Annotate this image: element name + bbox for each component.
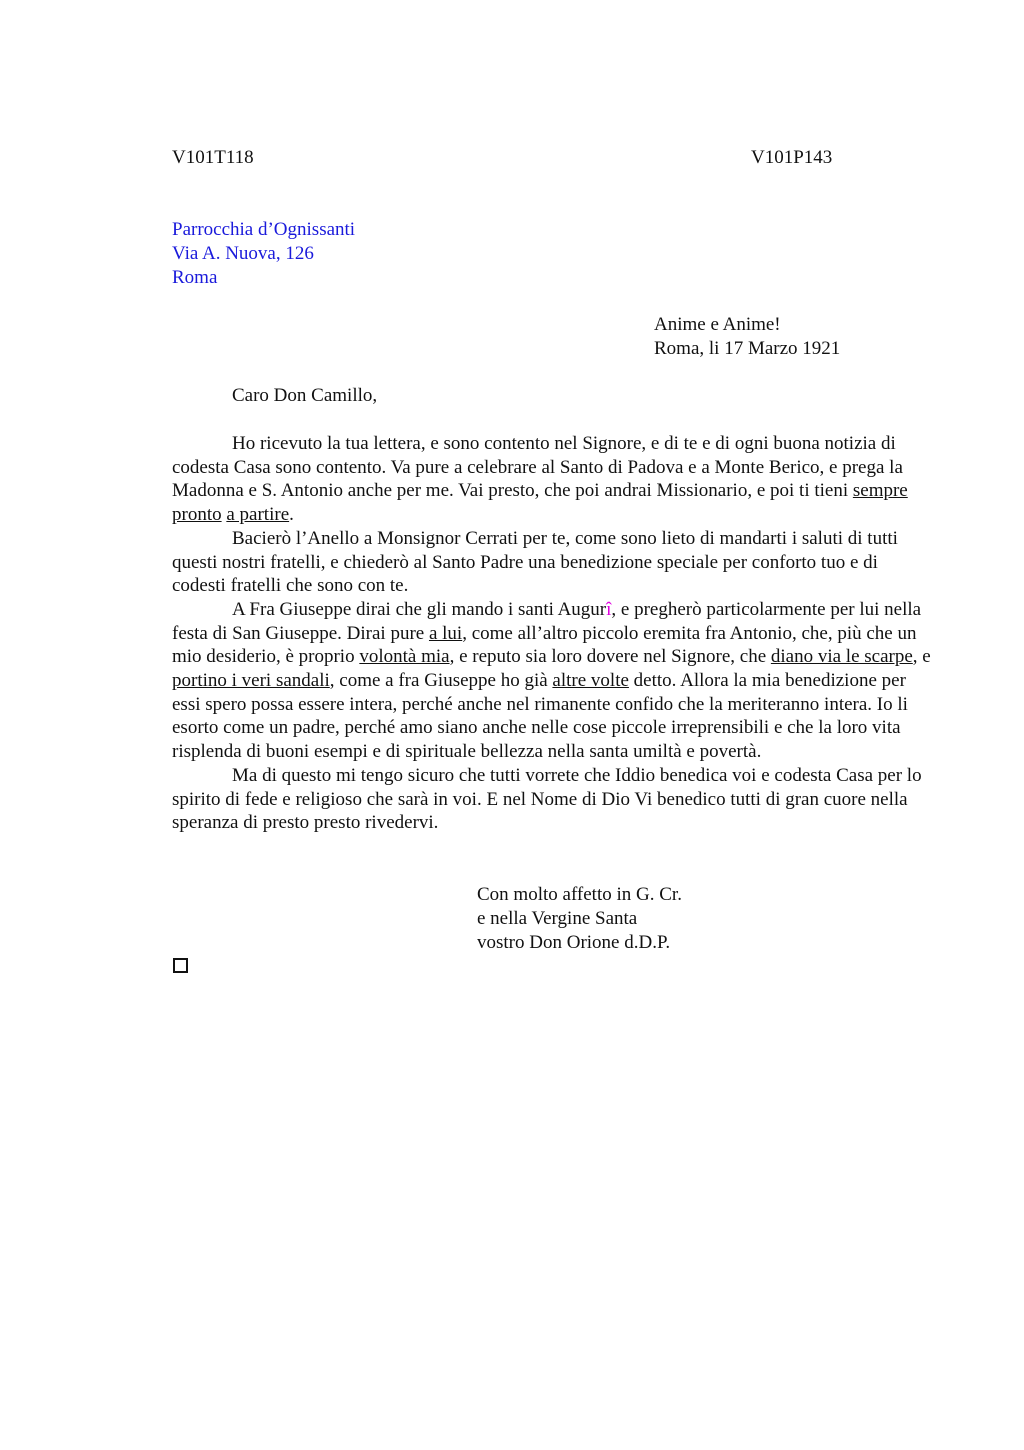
address-line-1: Parrocchia d’Ognissanti (172, 219, 356, 240)
paragraph-3-text-a: A Fra Giuseppe dirai che gli mando i santi Augur (232, 598, 607, 620)
paragraph-3-text-b: , e pregherò particolarmente per lui nella festa di San Giuseppe. Dirai pure (172, 598, 922, 644)
paragraph-3 (172, 598, 932, 764)
closing-block (477, 883, 682, 955)
underlined-a-lui: a lui (428, 622, 463, 644)
address-line-3: Roma (172, 267, 218, 288)
address-line-2: Via A. Nuova, 126 (172, 243, 314, 264)
header-left-code: V101T118 (172, 147, 254, 168)
header-right-code: V101P143 (751, 147, 833, 168)
checkbox-square[interactable] (173, 958, 188, 973)
underlined-a-partire: a partire (226, 504, 290, 526)
dateline-block (654, 313, 840, 361)
closing-line-1: Con molto affetto in G. Cr. (477, 884, 682, 905)
underlined-volonta-mia: volontà mia (359, 646, 450, 668)
underlined-pronto: pronto (172, 504, 222, 526)
underlined-diano-via-le-scarpe: diano via le scarpe (770, 646, 913, 668)
underlined-portino-i-veri-sandali: portino i veri sandali (172, 670, 330, 692)
dateline-motto: Anime e Anime! (654, 314, 781, 335)
paragraph-3-text-d: , e reputo sia loro dovere nel Signore, che (449, 646, 771, 668)
salutation: Caro Don Camillo, (232, 385, 378, 406)
address-block (172, 218, 355, 290)
paragraph-4: Ma di questo mi tengo sicuro che tutti vorrete che Iddio benedica voi e codesta Casa per lo spirito di fede e religioso che sarà in voi. E nel Nome di Dio Vi benedico tutti di gran cuore nella speranza di presto presto rivedervi. (172, 764, 922, 834)
paragraph-2: Bacierò l’Anello a Monsignor Cerrati per te, come sono lieto di mandarti i saluti di tutti questi nostri fratelli, e chiederò al Santo Padre una benedizione speciale per conforto tuo e di codesti fratelli che sono con te. (172, 527, 898, 597)
paragraph-1-end: . (289, 504, 294, 526)
paragraph-3-text-f: , come a fra Giuseppe ho già (329, 670, 553, 692)
paragraph-1 (172, 432, 932, 527)
closing-line-2: e nella Vergine Santa (477, 908, 638, 929)
paragraph-3-text-e: , e (912, 646, 931, 668)
letter-body (172, 432, 932, 835)
paragraph-3-text-g: detto. Allora la mia benedizione per essi spero possa essere intera, perché anche nel rimanente confido che la meriteranno intera. Io li esorto come un padre, perché amo siano anche nelle cose piccole irreprensibili e che la loro vita risplenda di buoni esempi e di spirituale bellezza nella santa umiltà e povertà. (172, 670, 908, 763)
paragraph-3-text-c: , come all’altro piccolo eremita fra Antonio, che, più che un mio desiderio, è proprio (172, 622, 917, 668)
underlined-altre-volte: altre volte (552, 670, 629, 692)
highlighted-character: î (606, 598, 612, 620)
underlined-sempre: sempre (852, 480, 908, 502)
dateline-place-date: Roma, li 17 Marzo 1921 (654, 338, 841, 359)
closing-signature: vostro Don Orione d.D.P. (477, 932, 671, 953)
paragraph-1-text: Ho ricevuto la tua lettera, e sono contento nel Signore, e di te e di ogni buona notizia di codesta Casa sono contento. Va pure a celebrare al Santo di Padova e a Monte Berico, e prega la Madonna e S. Antonio anche per me. Vai presto, che poi andrai Missionario, e poi ti tieni (172, 433, 903, 502)
